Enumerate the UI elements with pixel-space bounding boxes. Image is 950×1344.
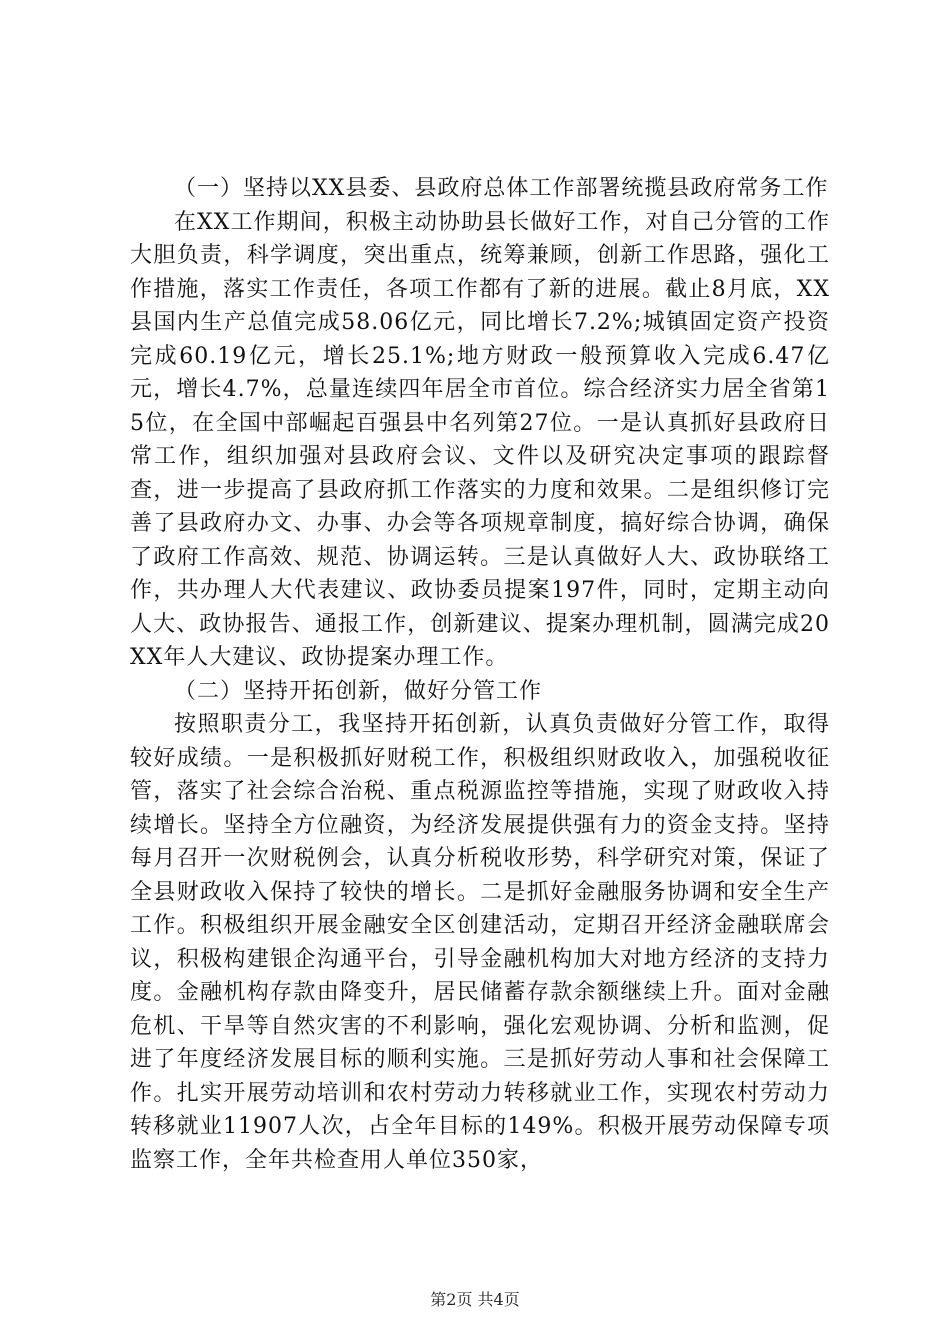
section-heading-2: （二）坚持开拓创新，做好分管工作 [174,678,543,704]
page-number-footer: 第2页 共4页 [430,1290,520,1309]
body-paragraph-1: 在XX工作期间，积极主动协助县长做好工作，对自己分管的工作大胆负责，科学调度，突出重点，统筹兼顾，创新工作思路，强化工作措施，落实工作责任，各项工作都有了新的进展。截止8月底，XX县国内生产总值完成58.06亿元，同比增长7.2%;城镇固定资产投资完成60.19亿元，增长25.1%;地方财政一般预算收入完成6.47亿元，增长4.7%，总量连续四年居全市首位。综合经济实力居全省第15位，在全国中部崛起百强县中名列第27位。一是认真抓好县政府日常工作，组织加强对县政府会议、文件以及研究决定事项的跟踪督查，进一步提高了县政府抓工作落实的力度和效果。二是组织修订完善了县政府办文、办事、办会等各项规章制度，搞好综合协调，确保了政府工作高效、规范、协调运转。三是认真做好人大、政协联络工作，共办理人大代表建议、政协委员提案197件，同时，定期主动向人大、政协报告、通报工作，创新建议、提案办理机制，圆满完成20XX年人大建议、政协提案办理工作。 [130,209,830,670]
body-paragraph-2: 按照职责分工，我坚持开拓创新，认真负责做好分管工作，取得较好成绩。一是积极抓好财税工作，积极组织财政收入，加强税收征管，落实了社会综合治税、重点税源监控等措施，实现了财政收入持续增长。坚持全方位融资，为经济发展提供强有力的资金支持。坚持每月召开一次财税例会，认真分析税收形势，科学研究对策，保证了全县财政收入保持了较快的增长。二是抓好金融服务协调和安全生产工作。积极组织开展金融安全区创建活动，定期召开经济金融联席会议，积极构建银企沟通平台，引导金融机构加大对地方经济的支持力度。金融机构存款由降变升，居民储蓄存款余额继续上升。面对金融危机、干旱等自然灾害的不利影响，强化宏观协调、分析和监测，促进了年度经济发展目标的顺利实施。三是抓好劳动人事和社会保障工作。扎实开展劳动培训和农村劳动力转移就业工作，实现农村劳动力转移就业11907人次，占全年目标的149%。积极开展劳动保障专项监察工作，全年共检查用人单位350家， [130,712,830,1173]
document-body [130,172,830,1177]
section-heading-1: （一）坚持以XX县委、县政府总体工作部署统揽县政府常务工作 [174,176,829,201]
